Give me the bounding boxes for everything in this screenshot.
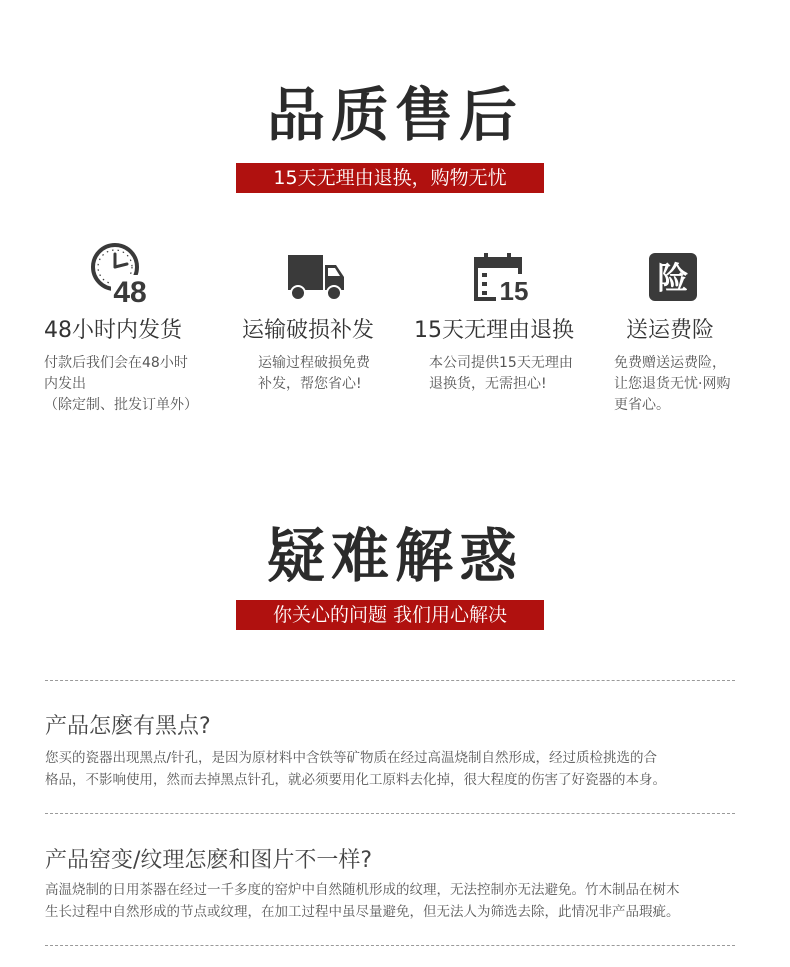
feature-title-shipping: 48小时内发货 — [44, 318, 182, 343]
feature-title-return: 15天无理由退换 — [414, 318, 574, 343]
answer-line: 高温烧制的日用茶器在经过一千多度的窑炉中自然随机形成的纹理，无法控制亦无法避免。竹木制品在树木 — [45, 882, 680, 898]
desc-line: 让您退货无忧·网购 — [614, 376, 731, 392]
insurance-icon — [648, 252, 698, 302]
feature-desc-shipping — [44, 353, 198, 416]
answer-line: 您买的瓷器出现黑点/针孔，是因为原材料中含铁等矿物质在经过高温烧制自然形成，经过质检挑选的合 — [45, 750, 658, 766]
divider — [45, 680, 735, 681]
faq-question-1: 产品怎麽有黑点? — [45, 714, 211, 739]
faq-question-2: 产品窑变/纹理怎麽和图片不一样? — [45, 848, 373, 873]
feature-title-damage: 运输破损补发 — [242, 318, 375, 343]
feature-desc-insurance — [614, 353, 730, 416]
desc-line: 本公司提供15天无理由 — [429, 355, 573, 371]
desc-line: 更省心。 — [614, 397, 670, 413]
truck-icon — [287, 253, 345, 303]
desc-line: 补发，帮您省心! — [258, 376, 362, 392]
section-subtitle-band: 15天无理由退换，购物无忧 — [236, 163, 544, 193]
desc-line: 免费赠送运费险， — [614, 355, 726, 371]
desc-line: （除定制、批发订单外） — [44, 397, 198, 413]
divider — [45, 813, 735, 814]
feature-desc-damage — [258, 353, 370, 395]
calendar-15-label: 15 — [499, 276, 529, 304]
feature-desc-return — [429, 353, 573, 395]
clock-48-icon — [89, 242, 149, 304]
desc-line: 内发出 — [44, 376, 86, 392]
faq-subtitle-band: 你关心的问题 我们用心解决 — [236, 600, 544, 630]
feature-title-insurance: 送运费险 — [626, 318, 715, 343]
calendar-15-icon — [474, 252, 532, 304]
clock-48-label: 48 — [113, 276, 147, 304]
desc-line: 退换货，无需担心! — [429, 376, 547, 392]
desc-line: 付款后我们会在48小时 — [44, 355, 188, 371]
section-title-after-sales: 品质售后 — [266, 81, 523, 149]
faq-answer-1 — [45, 747, 745, 791]
divider — [45, 945, 735, 946]
section-title-faq: 疑难解惑 — [266, 522, 523, 590]
answer-line: 格品，不影响使用，然而去掉黑点针孔，就必须要用化工原料去化掉，很大程度的伤害了好瓷器的本身。 — [45, 772, 666, 788]
desc-line: 运输过程破损免费 — [258, 355, 370, 371]
answer-line: 生长过程中自然形成的节点或纹理，在加工过程中虽尽量避免，但无法人为筛选去除，此情况非产品瑕疵。 — [45, 904, 680, 920]
faq-answer-2 — [45, 879, 745, 923]
insurance-label: 险 — [657, 261, 689, 297]
